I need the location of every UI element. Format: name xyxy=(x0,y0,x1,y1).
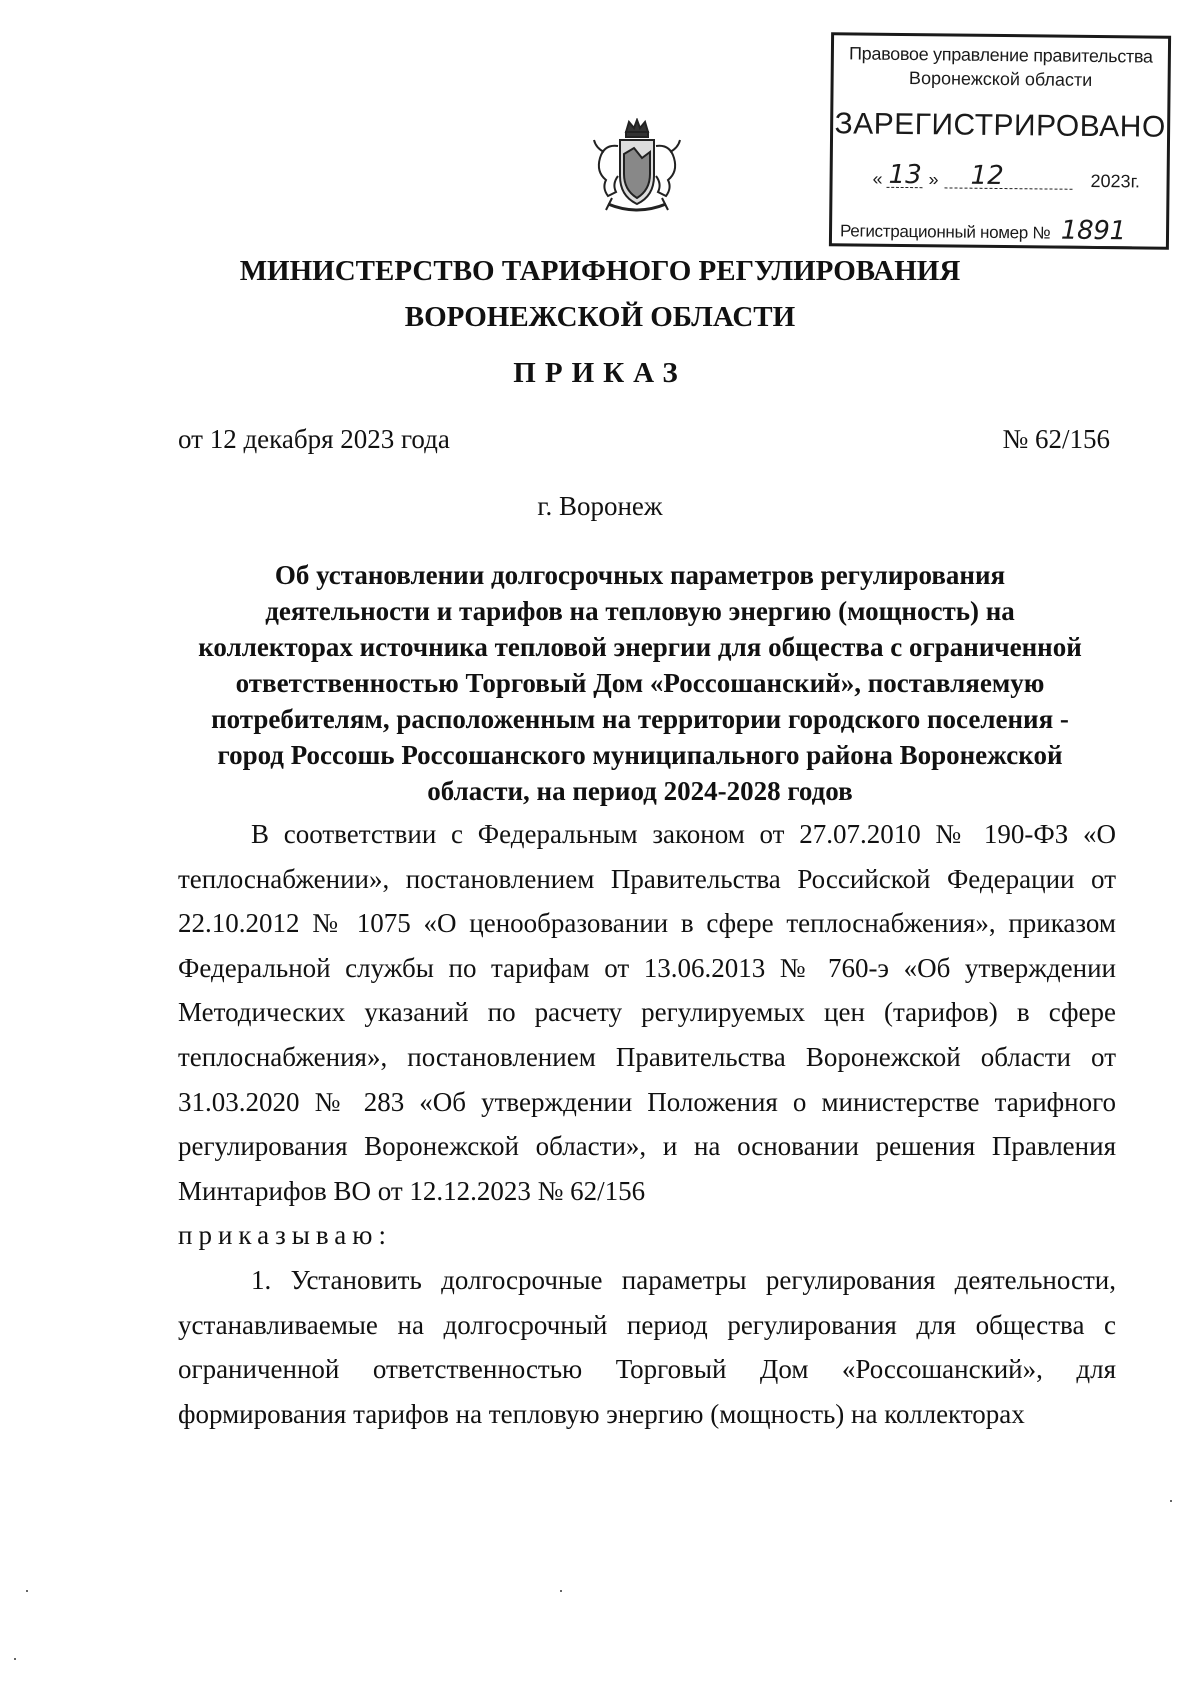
scan-speck xyxy=(1170,1500,1172,1502)
subject-line: потребителям, расположенным на территории городского поселения - xyxy=(211,704,1069,734)
document-date: от 12 декабря 2023 года xyxy=(178,424,450,454)
stamp-reg-number-row xyxy=(840,213,1158,246)
scan-speck xyxy=(560,1590,562,1592)
subject-line: области, на период 2024-2028 годов xyxy=(427,776,853,806)
stamp-quote-close: » xyxy=(928,169,939,190)
subject-line: деятельности и тарифов на тепловую энергию (мощность) на xyxy=(265,596,1015,626)
preamble-paragraph: В соответствии с Федеральным законом от 27.07.2010 № 190-ФЗ «О теплоснабжении», постановлением Правительства Российской Федерации от 22.10.2012 № 1075 «О ценообразовании в сфере теплоснабжения», приказом Федеральной службы по тарифам от 13.06.2013 № 760-э «Об утверждении Методических указаний по расчету регулируемых цен (тарифов) в сфере теплоснабжения», постановлением Правительства Воронежской области от 31.03.2020 № 283 «Об утверждении Положения о министерстве тарифного регулирования Воронежской области», и на основании решения Правления Минтарифов ВО от 12.12.2023 № 62/156 xyxy=(178,819,1116,1206)
scan-speck xyxy=(26,1590,28,1592)
order-directive: приказываю: xyxy=(178,1220,392,1251)
stamp-year: 2023г. xyxy=(1090,170,1141,192)
ministry-title-line1: МИНИСТЕРСТВО ТАРИФНОГО РЕГУЛИРОВАНИЯ xyxy=(239,255,961,287)
stamp-date xyxy=(872,160,1156,197)
document-subject xyxy=(165,557,1115,809)
stamp-reg-number: 1891 xyxy=(1055,216,1132,248)
document-body xyxy=(178,812,1116,1436)
subject-line: город Россошь Россошанского муниципального района Воронежской xyxy=(217,740,1063,770)
stamp-registered-label: ЗАРЕГИСТРИРОВАНО xyxy=(834,107,1166,144)
document-type: ПРИКАЗ xyxy=(513,357,687,389)
subject-line: ответственностью Торговый Дом «Россошанский», поставляемую xyxy=(235,668,1045,698)
stamp-reg-label: Регистрационный номер № xyxy=(839,221,1051,243)
stamp-authority-line2: Воронежской области xyxy=(908,68,1093,90)
ministry-title-line2: ВОРОНЕЖСКОЙ ОБЛАСТИ xyxy=(404,301,796,333)
subject-line: коллекторах источника тепловой энергии для общества с ограниченной xyxy=(198,632,1082,662)
ministry-title xyxy=(0,248,1200,340)
item-1-paragraph: 1. Установить долгосрочные параметры регулирования деятельности, устанавливаемые на долгосрочный период регулирования для общества с ограниченной ответственностью Торговый Дом «Россошанский», для формирования тарифов на тепловую энергию (мощность) на коллекторах xyxy=(178,1264,1116,1429)
registration-stamp xyxy=(829,32,1171,250)
scan-speck xyxy=(14,1658,16,1660)
document-city: г. Воронеж xyxy=(537,491,663,521)
stamp-month: 12 xyxy=(970,160,1004,192)
document-number: № 62/156 xyxy=(1002,424,1110,454)
stamp-quote-open: « xyxy=(872,168,883,189)
stamp-day: 13 xyxy=(888,159,922,191)
subject-line: Об установлении долгосрочных параметров регулирования xyxy=(274,560,1006,590)
coat-of-arms-icon xyxy=(582,118,692,218)
stamp-authority-line1: Правовое управление правительства xyxy=(849,43,1153,67)
